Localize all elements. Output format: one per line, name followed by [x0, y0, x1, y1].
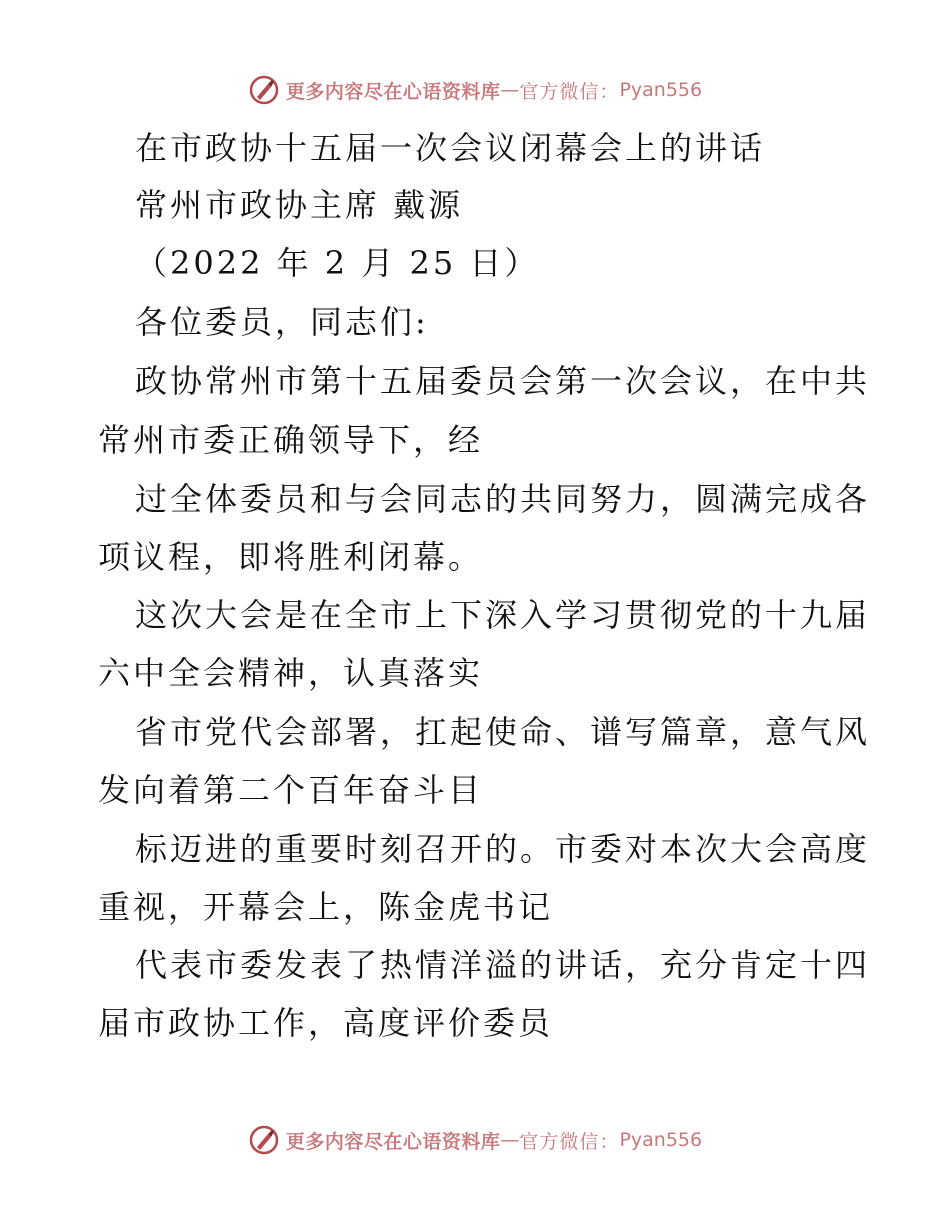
paragraph-line: 政协常州市第十五届委员会第一次会议，在中共: [135, 362, 871, 400]
watermark-footer: [0, 1120, 950, 1160]
watermark-main-text: 更多内容尽在心语资料库: [285, 1130, 501, 1153]
paragraph-line: 标迈进的重要时刻召开的。市委对本次大会高度: [135, 830, 871, 868]
paragraph-line: 这次大会是在全市上下深入学习贯彻党的十九届: [135, 596, 871, 634]
watermark-wechat-id: Pyan556: [619, 1129, 703, 1151]
document-date: （2022 年 2 月 25 日）: [135, 244, 540, 282]
paragraph-line: 代表市委发表了热情洋溢的讲话，充分肯定十四: [135, 946, 871, 984]
paragraph-line: 常州市委正确领导下，经: [98, 421, 484, 459]
watermark-dash: —: [500, 1129, 520, 1151]
paragraph-line: 六中全会精神，认真落实: [98, 654, 484, 692]
document-title: 在市政协十五届一次会议闭幕会上的讲话: [135, 129, 766, 167]
pen-logo-icon: [248, 1124, 280, 1156]
watermark-header: [0, 70, 950, 110]
watermark-main-text: 更多内容尽在心语资料库: [285, 80, 501, 103]
watermark-dash: —: [500, 79, 520, 101]
document-author: 常州市政协主席 戴源: [135, 186, 464, 224]
watermark-sub-text: 官方微信：: [519, 80, 620, 103]
paragraph-line: 省市党代会部署，扛起使命、谱写篇章，意气风: [135, 713, 871, 751]
pen-logo-icon: [248, 74, 280, 106]
paragraph-line: 过全体委员和与会同志的共同努力，圆满完成各: [135, 480, 871, 518]
paragraph-line: 发向着第二个百年奋斗目: [98, 771, 484, 809]
paragraph-line: 项议程，即将胜利闭幕。: [98, 538, 484, 576]
watermark-sub-text: 官方微信：: [519, 1130, 620, 1153]
paragraph-line: 届市政协工作，高度评价委员: [98, 1004, 554, 1042]
document-salutation: 各位委员，同志们:: [135, 303, 429, 341]
watermark-wechat-id: Pyan556: [619, 79, 703, 101]
paragraph-line: 重视，开幕会上，陈金虎书记: [98, 888, 554, 926]
